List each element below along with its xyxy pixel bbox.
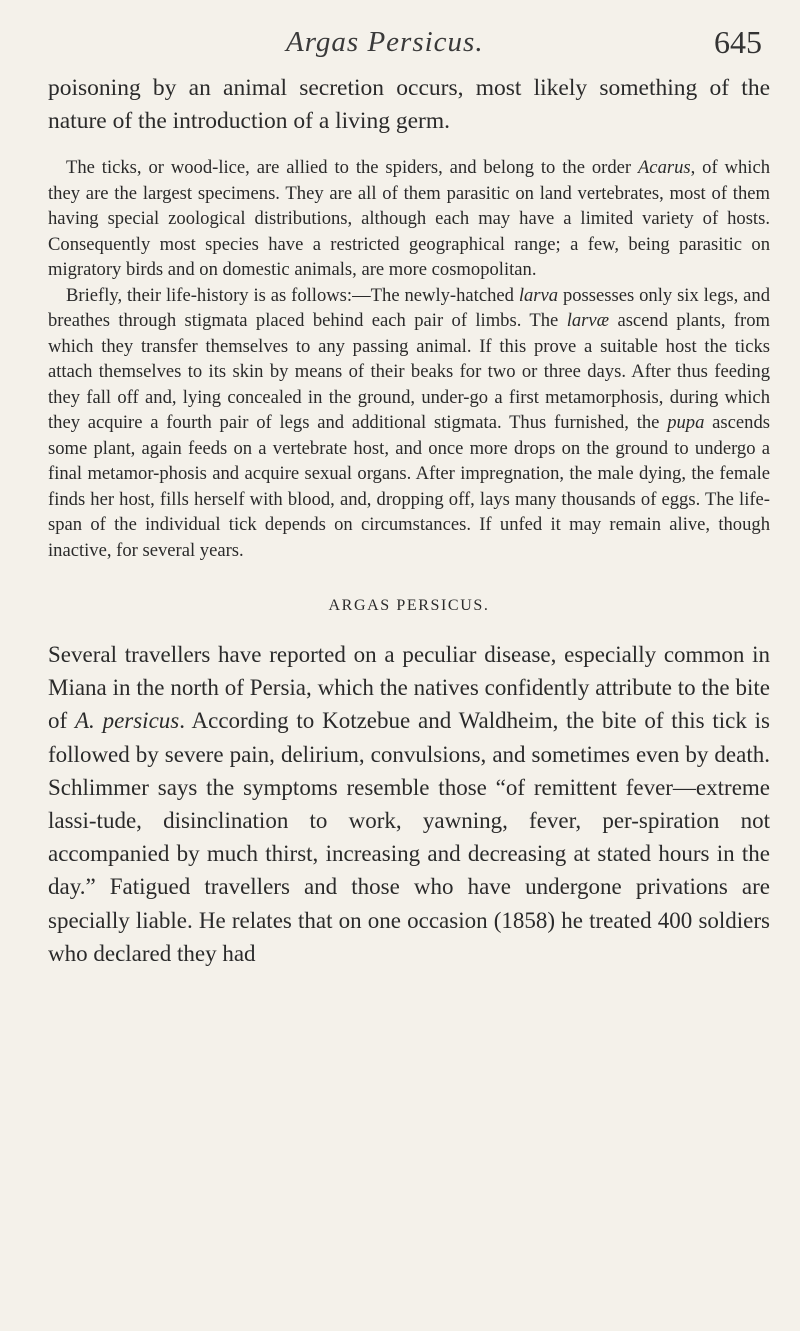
- section-heading: ARGAS PERSICUS.: [328, 597, 490, 614]
- ticks-text-2: , of which they are the largest specimens. They are all of them parasitic on land vertebrates, most of them having special zoological distributions, although each may have a limited variety of hosts. Consequently most species have a restricted geographical range; a few, being parasitic on migratory birds and on domestic animals, are more cosmopolitan.: [48, 157, 770, 280]
- book-page: [48, 22, 770, 1322]
- argas-paragraph: [48, 638, 770, 970]
- ticks-paragraph: [48, 155, 770, 283]
- life-history-text-3: ascend plants, from which they transfer themselves to any passing animal. If this prove a suitable host the ticks attach themselves to its skin by means of their beaks for two or three days. After thus feeding they fall off and, lying concealed in the ground, under-go a first metamorphosis, during which they acquire a fourth pair of legs and additional stigmata. Thus furnished, the: [48, 310, 770, 433]
- running-title: Argas Persicus.: [286, 26, 484, 58]
- life-history-paragraph: [48, 283, 770, 564]
- ticks-italic-acarus: Acarus: [637, 157, 691, 178]
- intro-paragraph: [48, 72, 770, 138]
- argas-text-1: Several travellers have reported on a peculiar disease, especially common in Miana in the north of Persia, which the natives confidently attribute to the bite of: [48, 642, 770, 734]
- life-history-text-2: possesses only six legs, and breathes through stigmata placed behind each pair of limbs. The: [48, 284, 770, 331]
- intro-text: poisoning by an animal secretion occurs, most likely something of the nature of the introduction of a living germ.: [48, 75, 770, 134]
- ticks-text-1: The ticks, or wood-lice, are allied to the spiders, and belong to the order: [66, 157, 638, 178]
- page-number: 645: [714, 24, 762, 60]
- life-history-italic-pupa: pupa: [667, 412, 705, 433]
- life-history-text-1: Briefly, their life-history is as follows:—The newly-hatched: [66, 284, 519, 306]
- life-history-text-4: ascends some plant, again feeds on a vertebrate host, and once more drops on the ground to undergo a final metamor-phosis and acquire sexual organs. After impregnation, the male dying, the female finds her host, fills herself with blood, and, dropping off, lays many thousands of eggs. The life-span of the individual tick depends on circumstances. If unfed it may remain alive, though inactive, for several years.: [48, 412, 770, 561]
- life-history-italic-larvae: larvæ: [566, 310, 610, 331]
- argas-italic-species: A. persicus: [74, 708, 180, 734]
- argas-text-2: . According to Kotzebue and Waldheim, the bite of this tick is followed by severe pain, delirium, convulsions, and sometimes even by death. Schlimmer says the symptoms resemble those “of remittent fever—extreme lassi-tude, disinclination to work, yawning, fever, per-spiration not accompanied by much thirst, increasing and decreasing at stated hours in the day.” Fatigued travellers and those who have undergone privations are specially liable. He relates that on one occasion (1858) he treated 400 soldiers who declared they had: [48, 708, 770, 966]
- life-history-italic-larva: larva: [518, 284, 559, 306]
- running-head: [48, 22, 770, 70]
